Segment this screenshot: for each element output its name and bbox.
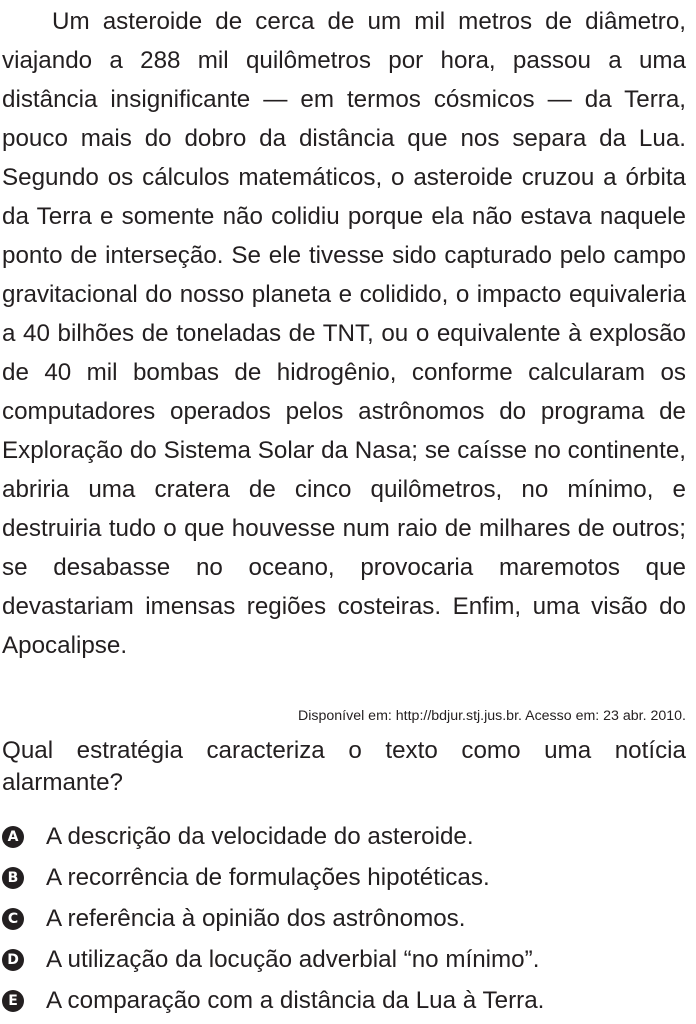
source-citation: Disponível em: http://bdjur.stj.jus.br. Acesso em: 23 abr. 2010. xyxy=(298,708,686,724)
answer-options xyxy=(2,816,686,1021)
option-c-letter-icon: C xyxy=(2,908,24,930)
option-e-text: A comparação com a distância da Lua à Terra. xyxy=(46,986,545,1014)
option-c[interactable] xyxy=(2,898,686,939)
option-b-text: A recorrência de formulações hipotéticas. xyxy=(46,863,490,891)
option-e-letter-icon: E xyxy=(2,990,24,1012)
passage-text: Um asteroide de cerca de um mil metros de diâmetro, viajando a 288 mil quilômetros por hora, passou a uma distância insignificante — em termos cósmicos — da Terra, pouco mais do dobro da distância que nos separa da Lua. Segundo os cálculos matemáticos, o asteroide cruzou a órbita da Terra e somente não colidiu porque ela não estava naquele ponto de interseção. Se ele tivesse sido capturado pelo campo gravitacional do nosso planeta e colidido, o impacto equivaleria a 40 bilhões de toneladas de TNT, ou o equivalente à explosão de 40 mil bombas de hidrogênio, conforme calcularam os computadores operados pelos astrônomos do programa de Exploração do Sistema Solar da Nasa; se caísse no continente, abriria uma cratera de cinco quilômetros, no mínimo, e destruiria tudo o que houvesse num raio de milhares de outros; se desabasse no oceano, provocaria maremotos que devastariam imensas regiões costeiras. Enfim, uma visão do Apocalipse. xyxy=(2,8,686,659)
option-d[interactable] xyxy=(2,939,686,980)
option-a-text: A descrição da velocidade do asteroide. xyxy=(46,822,474,850)
option-d-letter-icon: D xyxy=(2,949,24,971)
option-b[interactable] xyxy=(2,857,686,898)
option-a[interactable] xyxy=(2,816,686,857)
question-prompt: Qual estratégia caracteriza o texto como uma notícia alarmante? xyxy=(2,737,686,796)
option-e[interactable] xyxy=(2,980,686,1021)
option-d-text: A utilização da locução adverbial “no mínimo”. xyxy=(46,945,540,973)
option-a-letter-icon: A xyxy=(2,826,24,848)
option-b-letter-icon: B xyxy=(2,867,24,889)
option-c-text: A referência à opinião dos astrônomos. xyxy=(46,904,466,932)
